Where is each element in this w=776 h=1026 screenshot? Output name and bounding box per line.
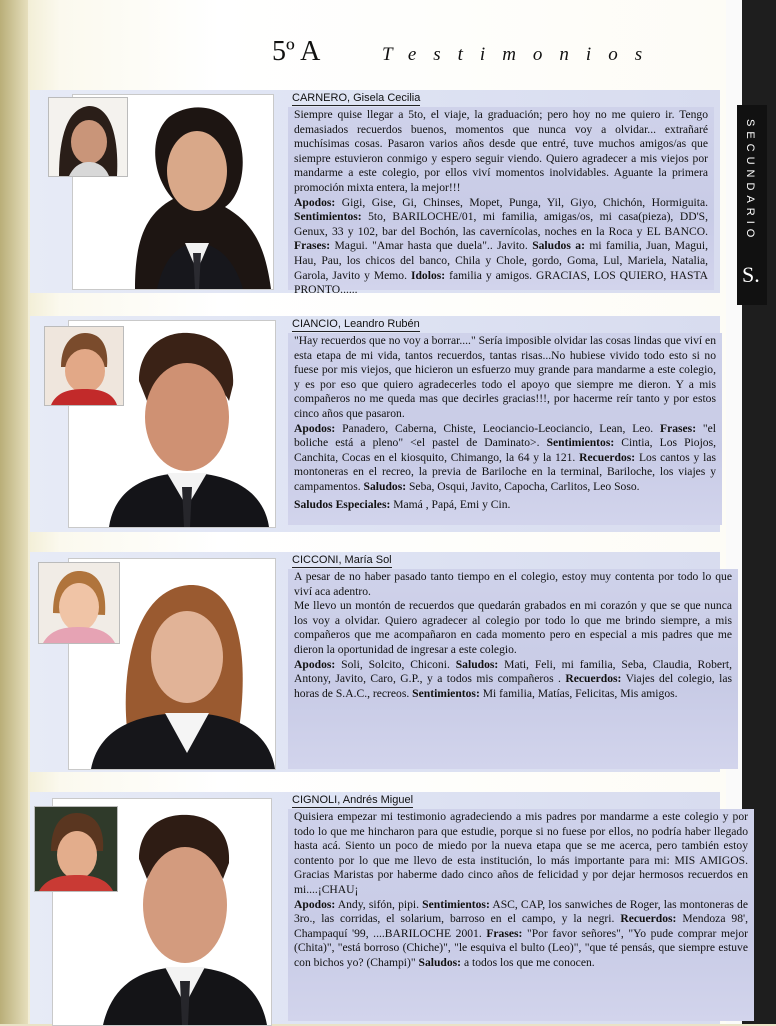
childhood-photo-graphic (35, 807, 117, 891)
testimony-paragraph: A pesar de no haber pasado tanto tiempo en el colegio, estoy muy contenta por todo lo que viví aca adentro. (294, 570, 732, 598)
field-value: Gigi, Gise, Gi, Chinses, Mopet, Punga, Yil, Giyo, Chichón, Hormiguita. (335, 195, 708, 209)
testimony-paragraph: "Hay recuerdos que no voy a borrar...." Sería imposible olvidar las cosas lindas que viví en esta etapa de mi vida, tantos recuerdos, tantas risas...No hubiese vivido todo esto si no fuese por mis viejos, que hicieron un esfuerzo muy grande para mandarme a este colegio, y es por eso que quiero agradecerles todo el apoyo que siempre me dieron. Y a mis compañeros no me queda mas que decirles gracias!!!, por hacerme reír tanto y por estos cinco años que pasaron. (294, 334, 716, 420)
field-value: Viajes del colegio, las horas de S.A.C., recreos. (294, 672, 732, 700)
page-binding (0, 0, 28, 1024)
testimony-fields (294, 898, 748, 971)
field-label: Apodos: (294, 195, 336, 209)
field-value: "Por favor señores", "Yo pude comprar mejor (Chita)", "está borroso (Chiche)", "le esquiva el bulto (Leo)", "que té pensás, que siempre estuve con bichos yo? (Champi)" (294, 926, 748, 969)
field-label: Sentimientos: (546, 436, 615, 450)
field-value: Mati, Feli, mi familia, Seba, Claudia, Robert, Antony, Javito, Caro, G.P., y a todos mis compañeros . (294, 657, 732, 686)
student-name: CARNERO, Gisela Cecilia (292, 92, 421, 104)
field-label: Sentimientos: (294, 210, 362, 224)
field-label: Saludos: (455, 657, 499, 671)
field-value: Seba, Osqui, Javito, Capocha, Carlitos, Leo Soso. (406, 479, 640, 493)
testimony-paragraph: Siempre quise llegar a 5to, el viaje, la graduación; pero hoy no me quiero ir. Tengo demasiados recuerdos buenos, momentos que nunca voy a olvidar... extrañaré muchísimas cosas. Pasaron varios años desde que entré, tuve muchos amigos/as que siempre estuvieron conmigo y espero seguir viendo. Quiero agradecer a mis viejos por mandarme a este colegio, por ellos viví momentos inolvidables. Aguante la primera promoción mixta entera, la mejor!!! (294, 108, 708, 194)
field-label: Apodos: (294, 421, 336, 435)
childhood-photo (34, 806, 118, 892)
field-label: Recuerdos: (620, 912, 677, 926)
field-label: Saludos a: (532, 239, 585, 253)
childhood-photo-graphic (39, 563, 119, 643)
field-value: Soli, Solcito, Chiconi. (335, 657, 456, 671)
field-value: Los cantos y las montoneras en el recreo, la previa de Bariloche en la terminal, Bariloche, los viajes y campamentos. (294, 450, 717, 493)
student-name: CIANCIO, Leandro Rubén (292, 318, 420, 330)
field-label: Idolos: (410, 268, 446, 282)
testimony-paragraph: Me llevo un montón de recuerdos que quedarán grabados en mi corazón y que se que nunca los voy a olvidar. Quiero agradecer al colegio por todo lo que me brindo siempre, a mis compañeros que me acompañaron en cada momento pero en especial a mis padres que me dieron la oportunidad de ingresar a este colegio. (294, 599, 732, 656)
field-label: Recuerdos: (579, 450, 636, 464)
field-value: ASC, CAP, los sanwiches de Roger, las montoneras de 3ro., las corridas, el solarium, barroso en el campo, y la negri. (294, 897, 748, 926)
field-value: Panadero, Caberna, Chiste, Leociancio-Leociancio, Lean, Leo. (335, 421, 660, 435)
field-label: Frases: (294, 239, 331, 253)
field-label: Sentimientos: (422, 897, 490, 911)
testimony-paragraph: Quisiera empezar mi testimonio agradeciendo a mis padres por mandarme a este colegio y por todo lo que me hincharon para que estudie, porque si no fuese por ellos, no podría haber llegado hasta acá. Siento un poco de miedo por la nueva etapa que se me acerca, pero también estoy contento por lo que me llevo de esta institución, lo más importante para mi: MIS AMIGOS. Gracias Maristas por haberme dado cinco años de felicidad y por dejar hermosos recuerdos en mi....¡CHAU¡ (294, 810, 748, 896)
childhood-photo (38, 562, 120, 644)
testimony-fields (294, 196, 708, 298)
page-header (272, 36, 712, 70)
field-value: familia y amigos. GRACIAS, LOS QUIERO, HASTA PRONTO...... (294, 268, 708, 297)
field-label: Frases: (486, 926, 523, 940)
student-name: CICCONI, María Sol (292, 554, 392, 566)
testimony-text (288, 809, 754, 1021)
field-value: mi familia, Juan, Magui, Hau, Pau, los chicos del banco, Chila y Chole, gordo, Goma, Lul, Mariela, Natalia, Garola, Javito y Memo. (294, 239, 708, 282)
field-label: Saludos: (363, 479, 407, 493)
childhood-photo (44, 326, 124, 406)
field-value: 5to, BARILOCHE/01, mi familia, amigas/os, mi casa(pieza), DD'S, Genux, 33 y 102, bar del Bochón, las cavernícolas, noches en la Roca y EL BANCO. (294, 210, 708, 238)
field-label: Sentimientos: (412, 686, 480, 700)
childhood-photo-graphic (49, 98, 127, 176)
field-value: Magui. "Amar hasta que duela".. Javito. (330, 239, 533, 253)
field-value: a todos los que me conocen. (461, 955, 595, 969)
field-label: Frases: (660, 421, 697, 435)
field-value: Mendoza 98', Champaquí '99, ....BARILOCHE 2001. (294, 912, 748, 940)
testimony-text (288, 569, 738, 769)
field-label: Recuerdos: (565, 672, 622, 686)
childhood-photo-graphic (45, 327, 123, 405)
student-name: CIGNOLI, Andrés Miguel (292, 794, 414, 806)
testimony-text (288, 333, 722, 525)
testimony-text (288, 107, 714, 297)
testimony-fields (294, 658, 732, 702)
section-side-letter: S. (742, 262, 760, 287)
field-label: Apodos: (294, 657, 336, 671)
field-value: Mi familia, Matías, Felicitas, Mis amigos. (479, 686, 678, 700)
field-value: Andy, sifón, pipi. (335, 897, 423, 911)
testimony-extra (294, 498, 716, 513)
section-side-label: SECUNDARIO (744, 119, 756, 243)
field-label: Apodos: (294, 897, 336, 911)
childhood-photo (48, 97, 128, 177)
field-label: Saludos: (418, 955, 462, 969)
field-value: Cintia, Los Piojos, Canchita, Cocas en el kiosquito, Chimango, la 64 y la 121. (294, 436, 716, 464)
field-value: Mamá , Papá, Emi y Cin. (390, 497, 511, 511)
section-title: Testimonios (382, 44, 660, 65)
class-label: 5º A (272, 36, 321, 67)
field-label: Saludos Especiales: (294, 497, 391, 511)
field-value: "el boliche está a pleno" <el pastel de Daminato>. (294, 421, 717, 450)
testimony-fields (294, 422, 716, 495)
